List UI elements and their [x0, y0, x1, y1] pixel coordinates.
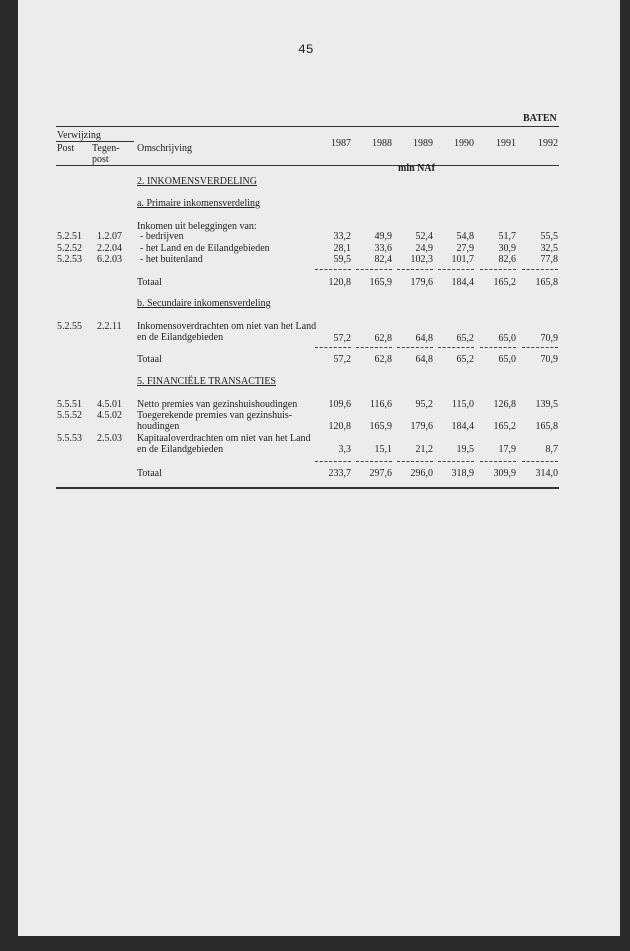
subtotal-dash-rule — [480, 269, 516, 270]
row-value: 52,4 — [415, 231, 433, 242]
subtotal-dash-rule — [397, 347, 433, 348]
year-header: 1989 — [413, 138, 433, 149]
subtotal-dash-rule — [356, 269, 392, 270]
row-value: 165,9 — [369, 277, 392, 288]
row-value: 51,7 — [498, 231, 516, 242]
row-value: 3,3 — [338, 444, 351, 455]
bottom-rule — [56, 487, 559, 489]
row-value: 17,9 — [498, 444, 516, 455]
row-value: 233,7 — [328, 468, 351, 479]
row-value: 115,0 — [451, 399, 474, 410]
row-value: 57,2 — [333, 333, 351, 344]
row-value: 101,7 — [451, 254, 474, 265]
row-value: 65,0 — [498, 354, 516, 365]
subtotal-dash-rule — [522, 269, 558, 270]
row-description: - het Land en de Eilandgebieden — [140, 243, 270, 254]
row-value: 59,5 — [333, 254, 351, 265]
subtotal-dash-rule — [522, 461, 558, 462]
page-number: 45 — [298, 42, 314, 57]
subtotal-dash-rule — [397, 461, 433, 462]
row-description: - het buitenland — [140, 254, 203, 265]
verwijzing-header: Verwijzing — [57, 130, 101, 141]
row-value: 65,2 — [456, 333, 474, 344]
row-description: Totaal — [137, 468, 162, 479]
year-header: 1990 — [454, 138, 474, 149]
row-value: 297,6 — [369, 468, 392, 479]
tegenpost-code: 4.5.01 — [97, 399, 122, 410]
tegenpost-code: 2.2.11 — [97, 321, 122, 332]
row-value: 62,8 — [374, 354, 392, 365]
year-header: 1987 — [331, 138, 351, 149]
subtotal-dash-rule — [438, 461, 474, 462]
year-header: 1988 — [372, 138, 392, 149]
row-value: 21,2 — [415, 444, 433, 455]
row-value: 24,9 — [415, 243, 433, 254]
row-value: 64,8 — [415, 333, 433, 344]
row-value: 139,5 — [535, 399, 558, 410]
row-value: 184,4 — [451, 421, 474, 432]
tegenpost-header-2: post — [92, 154, 109, 165]
post-code: 5.2.55 — [57, 321, 82, 332]
row-value: 309,9 — [493, 468, 516, 479]
subtotal-dash-rule — [480, 347, 516, 348]
row-value: 179,6 — [410, 277, 433, 288]
subtotal-dash-rule — [315, 461, 351, 462]
subtotal-dash-rule — [315, 347, 351, 348]
row-value: 32,5 — [540, 243, 558, 254]
row-description: Netto premies van gezinshuishoudingen — [137, 399, 298, 410]
tegenpost-code: 4.5.02 — [97, 410, 122, 421]
row-value: 49,9 — [374, 231, 392, 242]
row-value: 95,2 — [415, 399, 433, 410]
post-code: 5.5.52 — [57, 410, 82, 421]
row-value: 82,6 — [498, 254, 516, 265]
row-value: 126,8 — [493, 399, 516, 410]
top-rule — [56, 126, 559, 127]
row-value: 54,8 — [456, 231, 474, 242]
row-value: 27,9 — [456, 243, 474, 254]
subtotal-dash-rule — [315, 269, 351, 270]
row-value: 70,9 — [540, 354, 558, 365]
row-value: 184,4 — [451, 277, 474, 288]
section-financiele-transacties: 5. FINANCIËLE TRANSACTIES — [137, 376, 276, 387]
row-value: 65,2 — [456, 354, 474, 365]
subtotal-dash-rule — [438, 269, 474, 270]
intro-beleggingen: Inkomen uit beleggingen van: — [137, 221, 257, 232]
post-header: Post — [57, 143, 75, 154]
row-value: 165,9 — [369, 421, 392, 432]
section-secundaire: b. Secundaire inkomensverdeling — [137, 298, 271, 309]
row-value: 296,0 — [410, 468, 433, 479]
row-value: 102,3 — [410, 254, 433, 265]
row-description: Inkomensoverdrachten om niet van het Land — [137, 321, 317, 332]
row-description: houdingen — [137, 421, 180, 432]
row-value: 165,2 — [493, 421, 516, 432]
row-description: en de Eilandgebieden — [137, 332, 224, 343]
year-header: 1991 — [496, 138, 516, 149]
tegenpost-code: 1.2.07 — [97, 231, 122, 242]
row-value: 314,0 — [535, 468, 558, 479]
row-value: 109,6 — [328, 399, 351, 410]
tegenpost-header: Tegen- — [92, 143, 120, 154]
post-code: 5.2.53 — [57, 254, 82, 265]
row-value: 82,4 — [374, 254, 392, 265]
subtotal-dash-rule — [522, 347, 558, 348]
row-value: 62,8 — [374, 333, 392, 344]
row-value: 165,2 — [493, 277, 516, 288]
tegenpost-code: 6.2.03 — [97, 254, 122, 265]
section-primaire: a. Primaire inkomensverdeling — [137, 198, 261, 209]
tegenpost-code: 2.2.04 — [97, 243, 122, 254]
row-description: Totaal — [137, 277, 162, 288]
row-value: 33,6 — [374, 243, 392, 254]
subtotal-dash-rule — [397, 269, 433, 270]
subtotal-dash-rule — [356, 347, 392, 348]
row-value: 120,8 — [328, 421, 351, 432]
row-value: 116,6 — [369, 399, 392, 410]
row-value: 165,8 — [535, 277, 558, 288]
year-header: 1992 — [538, 138, 558, 149]
row-value: 64,8 — [415, 354, 433, 365]
post-code: 5.5.51 — [57, 399, 82, 410]
post-code: 5.2.52 — [57, 243, 82, 254]
tegenpost-code: 2.5.03 — [97, 433, 122, 444]
row-value: 19,5 — [456, 444, 474, 455]
unit-label: mln NAf — [398, 163, 435, 174]
baten-label: BATEN — [523, 113, 557, 124]
subtotal-dash-rule — [356, 461, 392, 462]
row-description: Kapitaaloverdrachten om niet van het Land — [137, 433, 311, 444]
header-rule — [56, 165, 559, 166]
post-code: 5.2.51 — [57, 231, 82, 242]
row-value: 120,8 — [328, 277, 351, 288]
row-value: 165,8 — [535, 421, 558, 432]
row-value: 55,5 — [540, 231, 558, 242]
row-description: - bedrijven — [140, 231, 184, 242]
row-value: 77,8 — [540, 254, 558, 265]
row-value: 70,9 — [540, 333, 558, 344]
row-value: 30,9 — [498, 243, 516, 254]
row-description: Totaal — [137, 354, 162, 365]
row-value: 33,2 — [333, 231, 351, 242]
row-value: 65,0 — [498, 333, 516, 344]
post-code: 5.5.53 — [57, 433, 82, 444]
row-description: en de Eilandgebieden — [137, 444, 224, 455]
subtotal-dash-rule — [480, 461, 516, 462]
section-inkomensverdeling: 2. INKOMENSVERDELING — [137, 176, 257, 187]
row-value: 28,1 — [333, 243, 351, 254]
row-value: 15,1 — [374, 444, 392, 455]
subtotal-dash-rule — [438, 347, 474, 348]
verwijzing-rule — [56, 141, 134, 142]
row-value: 8,7 — [545, 444, 558, 455]
row-value: 57,2 — [333, 354, 351, 365]
omschrijving-header: Omschrijving — [137, 143, 192, 154]
row-value: 318,9 — [451, 468, 474, 479]
row-value: 179,6 — [410, 421, 433, 432]
row-description: Toegerekende premies van gezinshuis- — [137, 410, 293, 421]
